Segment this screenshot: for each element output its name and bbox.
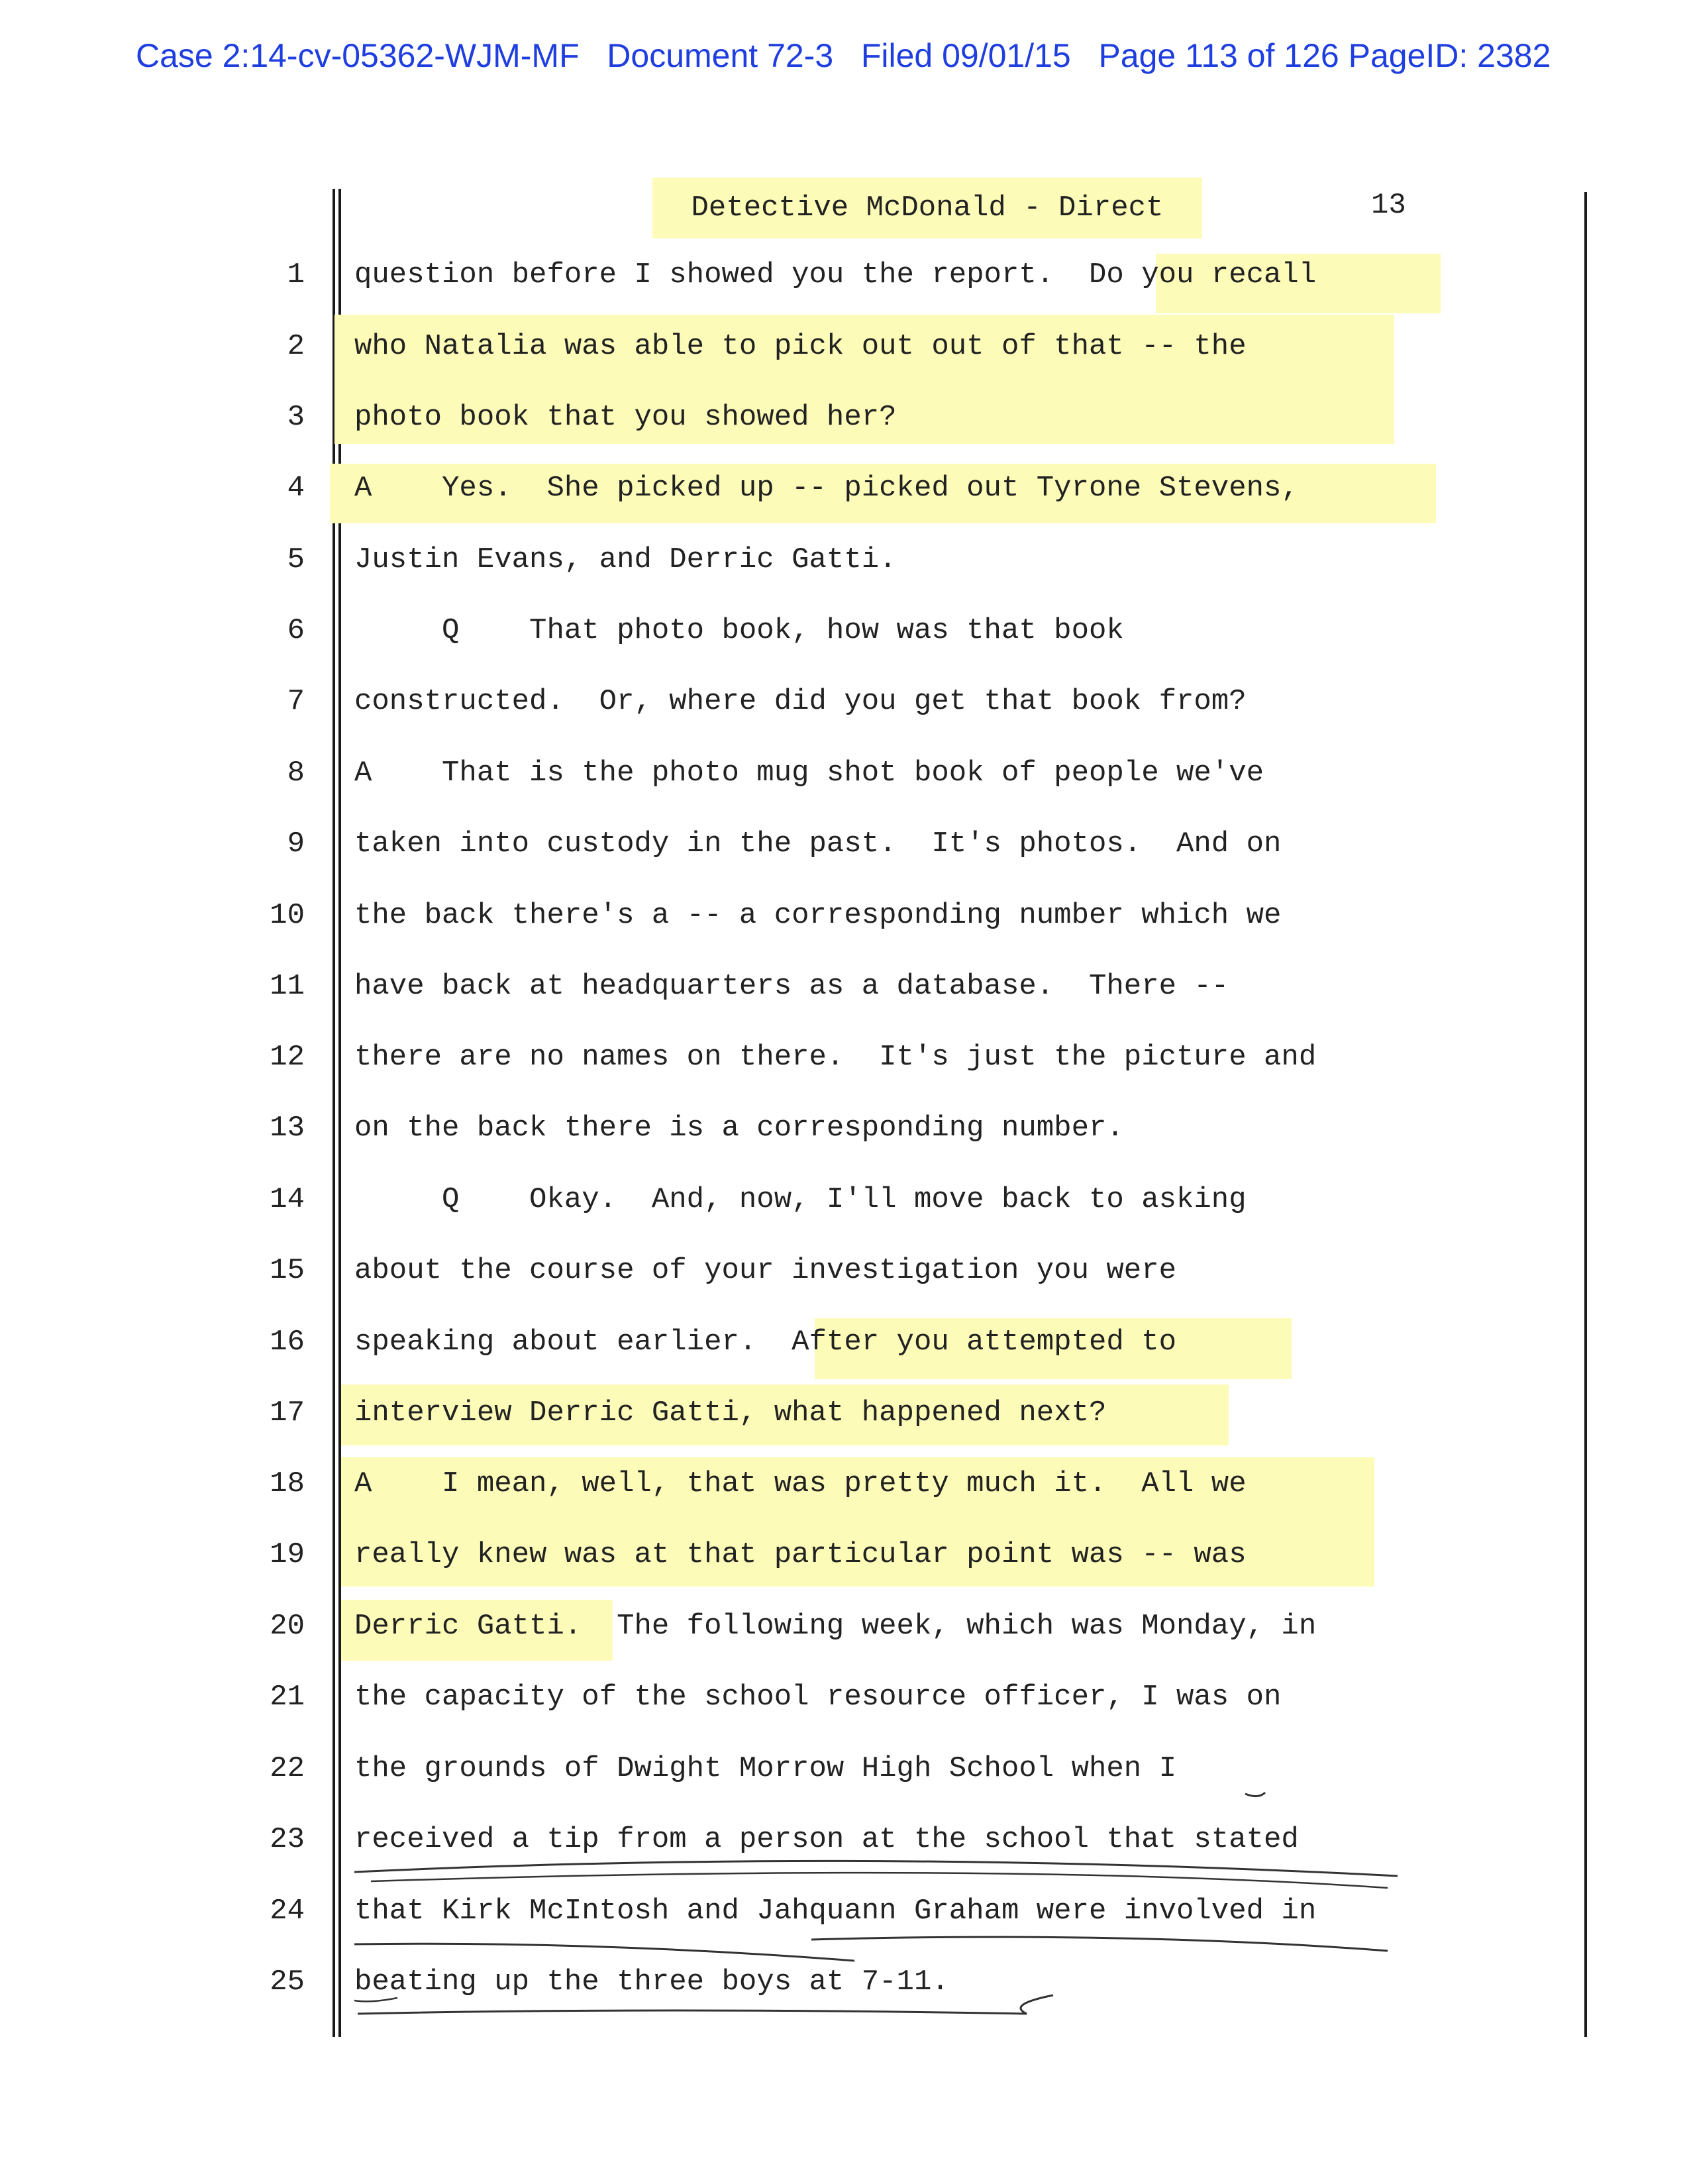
line-text: on the back there is a corresponding number. <box>354 1112 1124 1145</box>
page-number: 13 <box>1371 189 1406 222</box>
line-number: 20 <box>270 1610 305 1643</box>
line-number: 9 <box>287 827 305 860</box>
line-text: who Natalia was able to pick out out of that -- the <box>354 330 1247 363</box>
line-text: really knew was at that particular point was -- was <box>354 1538 1247 1571</box>
line-number: 17 <box>270 1396 305 1430</box>
line-number: 16 <box>270 1326 305 1359</box>
line-number: 22 <box>270 1752 305 1785</box>
line-number: 4 <box>287 472 305 505</box>
line-number: 21 <box>270 1681 305 1714</box>
document-number: Document 72-3 <box>607 37 834 74</box>
line-text: that Kirk McIntosh and Jahquann Graham were involved in <box>354 1895 1317 1928</box>
line-number: 14 <box>270 1183 305 1216</box>
line-number: 13 <box>270 1112 305 1145</box>
line-number: 1 <box>287 258 305 291</box>
line-number: 19 <box>270 1538 305 1571</box>
line-number: 24 <box>270 1895 305 1928</box>
line-number: 8 <box>287 756 305 790</box>
line-number: 23 <box>270 1823 305 1856</box>
line-number: 11 <box>270 970 305 1003</box>
line-text: interview Derric Gatti, what happened next? <box>354 1396 1107 1430</box>
line-text: about the course of your investigation you were <box>354 1254 1177 1287</box>
line-text: A I mean, well, that was pretty much it. All we <box>354 1467 1247 1500</box>
line-number: 7 <box>287 685 305 718</box>
line-number: 18 <box>270 1467 305 1500</box>
line-number: 3 <box>287 401 305 434</box>
line-number: 12 <box>270 1041 305 1074</box>
line-text: Derric Gatti. The following week, which was Monday, in <box>354 1610 1317 1643</box>
line-number: 25 <box>270 1965 305 1999</box>
line-number: 6 <box>287 614 305 647</box>
line-text: A That is the photo mug shot book of people we've <box>354 756 1264 790</box>
filed-date: Filed 09/01/15 <box>860 37 1071 74</box>
case-number: Case 2:14-cv-05362-WJM-MF <box>136 37 580 74</box>
line-text: speaking about earlier. After you attempted to <box>354 1326 1177 1359</box>
line-number: 5 <box>287 543 305 576</box>
line-number: 2 <box>287 330 305 363</box>
line-text: question before I showed you the report. Do you recall <box>354 258 1317 291</box>
line-text: constructed. Or, where did you get that book from? <box>354 685 1247 718</box>
line-text: have back at headquarters as a database. There -- <box>354 970 1229 1003</box>
page-id: Page 113 of 126 PageID: 2382 <box>1098 37 1551 74</box>
line-text: Justin Evans, and Derric Gatti. <box>354 543 897 576</box>
line-text: taken into custody in the past. It's photos. And on <box>354 827 1282 860</box>
line-text: there are no names on there. It's just the picture and <box>354 1041 1317 1074</box>
line-text: Q That photo book, how was that book <box>354 614 1124 647</box>
line-text: beating up the three boys at 7-11. <box>354 1965 949 1999</box>
line-text: photo book that you showed her? <box>354 401 897 434</box>
line-number: 10 <box>270 899 305 932</box>
line-text: received a tip from a person at the school that stated <box>354 1823 1299 1856</box>
running-head: Detective McDonald - Direct <box>652 178 1202 238</box>
line-text: A Yes. She picked up -- picked out Tyrone Stevens, <box>354 472 1299 505</box>
line-text: Q Okay. And, now, I'll move back to asking <box>354 1183 1247 1216</box>
line-number: 15 <box>270 1254 305 1287</box>
line-text: the grounds of Dwight Morrow High School when I <box>354 1752 1177 1785</box>
line-text: the capacity of the school resource officer, I was on <box>354 1681 1282 1714</box>
line-text: the back there's a -- a corresponding number which we <box>354 899 1282 932</box>
